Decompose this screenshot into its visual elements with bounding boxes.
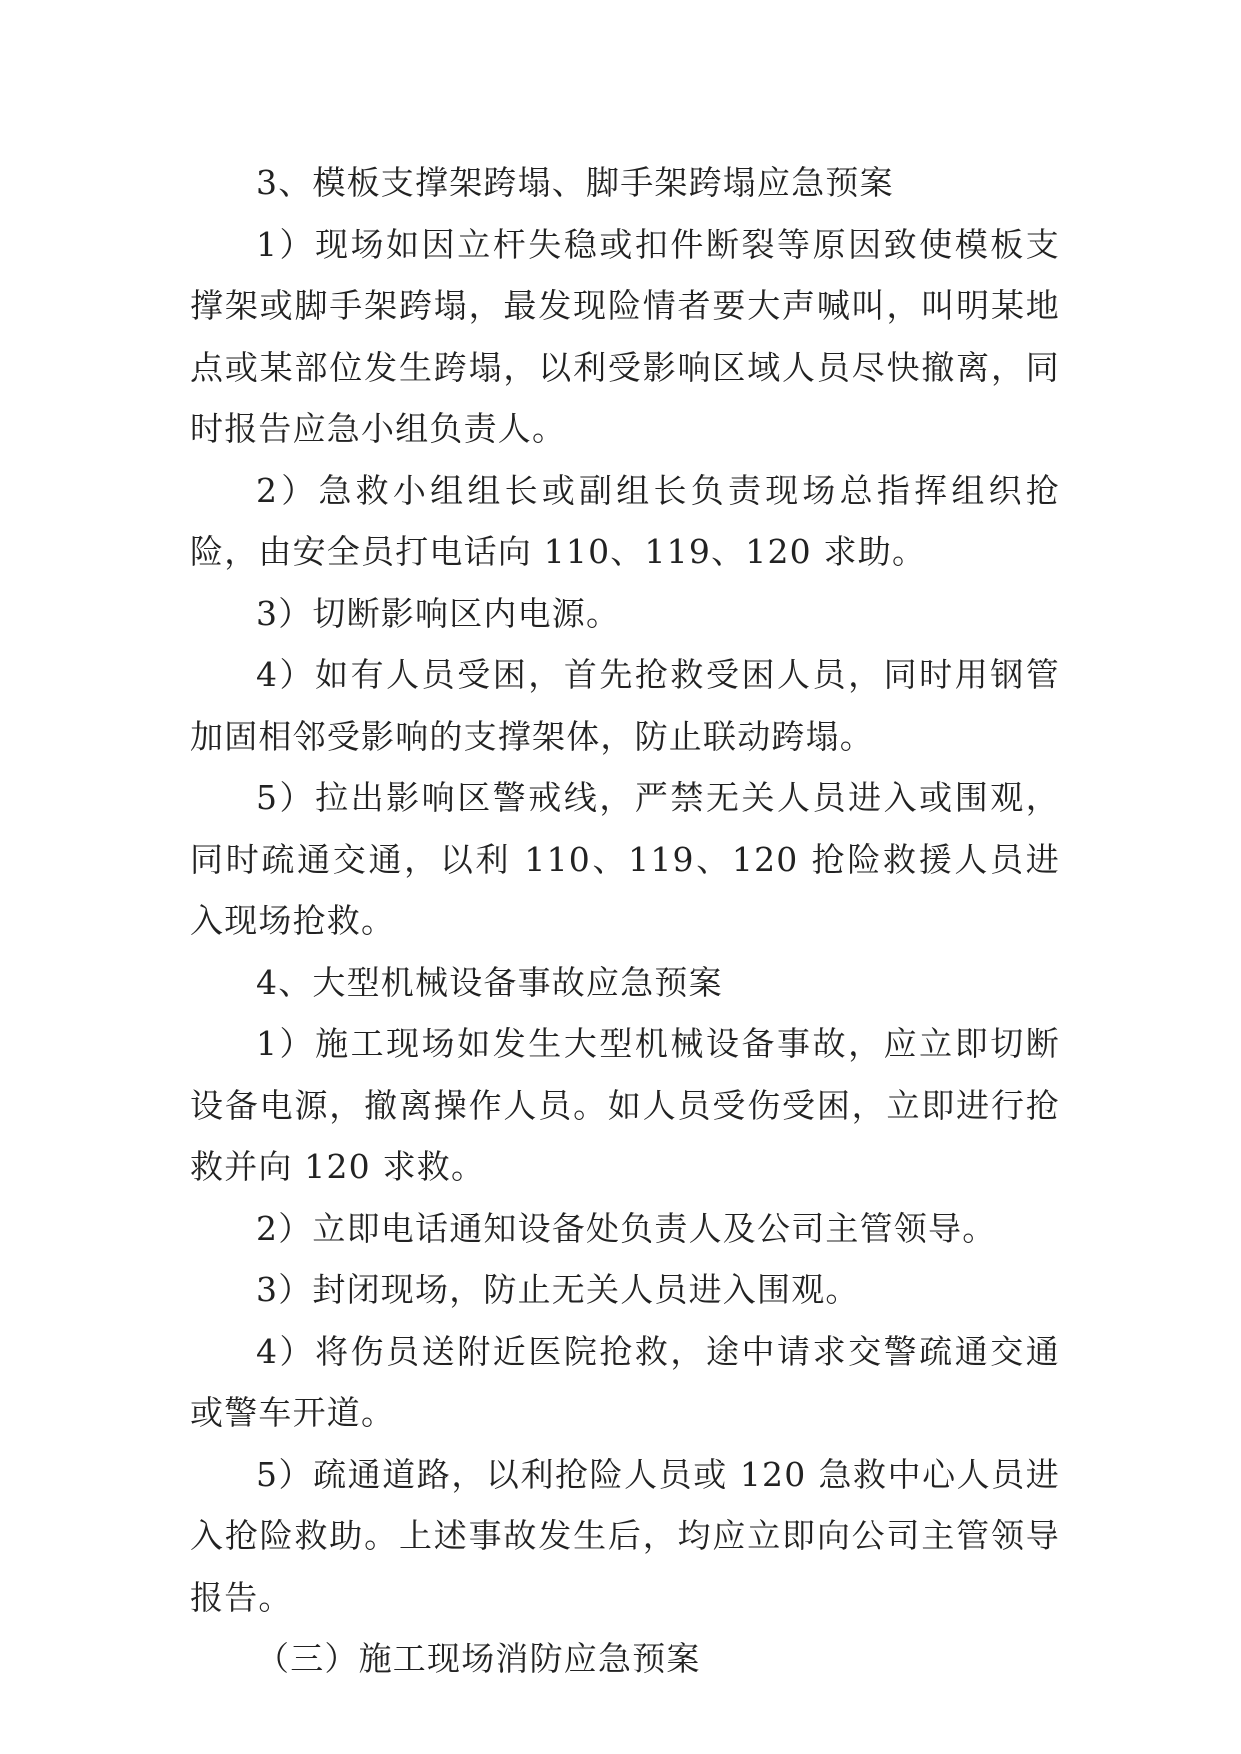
paragraph-4-5: 5）疏通道路，以利抢险人员或 120 急救中心人员进入抢险救助。上述事故发生后，均应立即向公司主管领导报告。 [190,1454,1060,1617]
paragraph-4-4: 4）将伤员送附近医院抢救，途中请求交警疏通交通或警车开道。 [190,1331,1060,1432]
paragraph-3-4: 4）如有人员受困，首先抢救受困人员，同时用钢管加固相邻受影响的支撑架体，防止联动跨塌。 [190,655,1060,756]
paragraph-4-1: 1）施工现场如发生大型机械设备事故，应立即切断设备电源，撤离操作人员。如人员受伤受困，立即进行抢救并向 120 求救。 [190,1024,1060,1186]
subsection-heading-4: 4、大型机械设备事故应急预案 [256,962,723,1002]
section-heading-3: （三）施工现场消防应急预案 [256,1639,701,1678]
paragraph-3-2: 2）急救小组组长或副组长负责现场总指挥组织抢险，由安全员打电话向 110、119、120 求助。 [190,470,1060,571]
paragraph-3-5: 5）拉出影响区警戒线，严禁无关人员进入或围观，同时疏通交通，以利 110、119、120 抢险救援人员进入现场抢救。 [190,778,1060,940]
paragraph-3-1: 1）现场如因立杆失稳或扣件断裂等原因致使模板支撑架或脚手架跨塌，最发现险情者要大声喊叫，叫明某地点或某部位发生跨塌，以利受影响区域人员尽快撤离，同时报告应急小组负责人。 [190,224,1060,448]
subsection-heading-3: 3、模板支撑架跨塌、脚手架跨塌应急预案 [256,163,894,202]
paragraph-4-2: 2）立即电话通知设备处负责人及公司主管领导。 [256,1208,997,1248]
document-body [190,152,1060,1690]
paragraph-4-3: 3）封闭现场，防止无关人员进入围观。 [256,1270,860,1309]
paragraph-3-3: 3）切断影响区内电源。 [256,593,621,633]
